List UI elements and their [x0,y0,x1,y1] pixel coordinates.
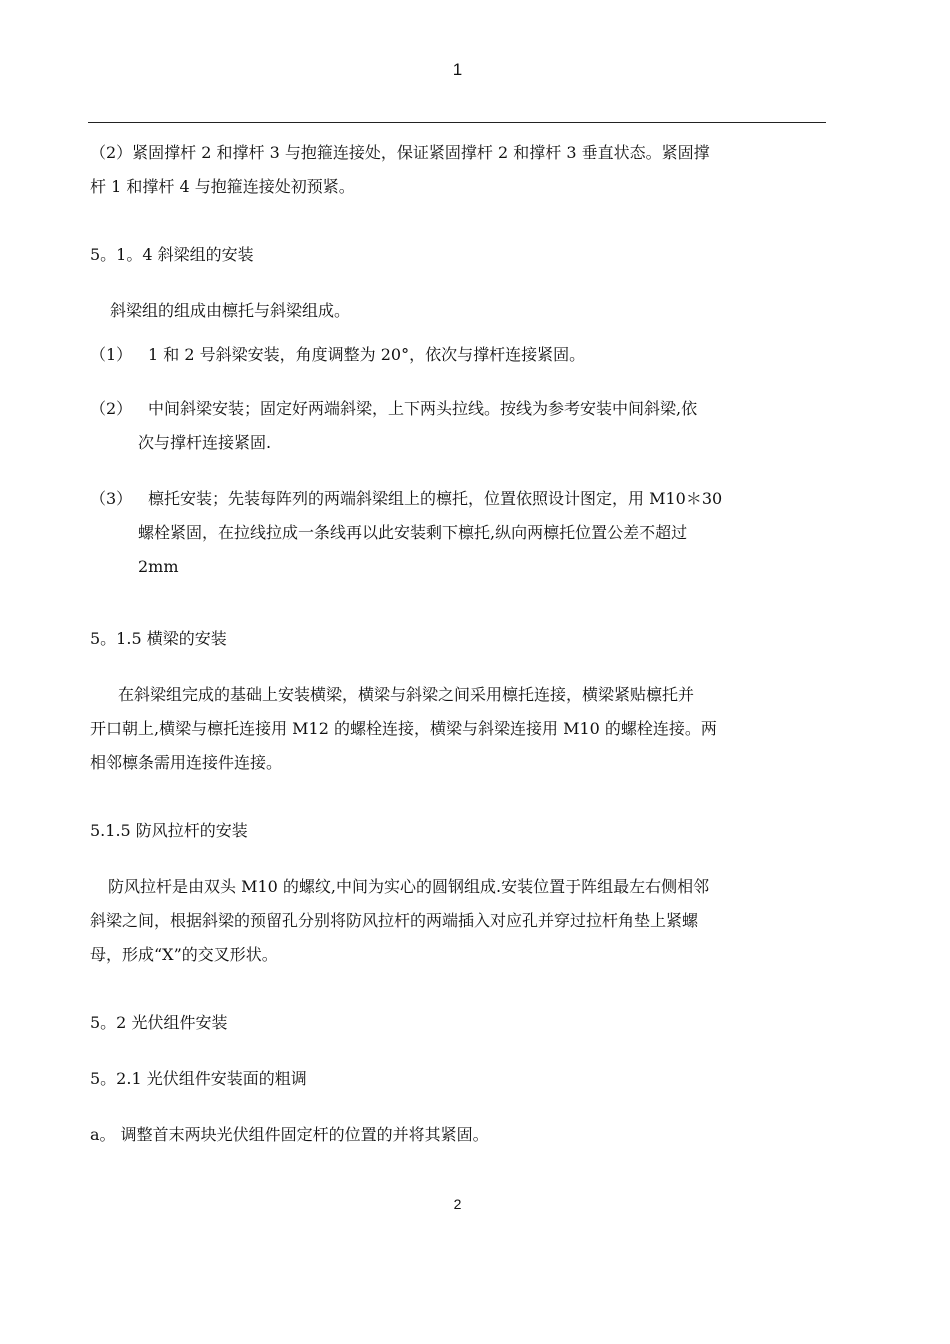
header-rule [88,122,826,123]
text-line: 相邻檩条需用连接件连接。 [90,753,283,772]
text-line: 开口朝上,横梁与檩托连接用 M12 的螺栓连接，横梁与斜梁连接用 M10 的螺栓连接。两 [90,719,717,738]
paragraph-step-a [90,1118,826,1152]
list-item-body [138,482,826,584]
heading-text: 5。1。4 斜梁组的安装 [90,245,254,264]
page-number-top: 1 [452,60,463,79]
heading-text: 5.1.5 防风拉杆的安装 [90,821,248,840]
list-item-3 [90,482,826,584]
section-heading-5-2 [90,1006,826,1040]
list-item-2 [90,392,826,460]
section-heading-5-1-5-windrod [90,814,826,848]
text-line: 2mm [138,557,179,576]
text-line: 螺栓紧固，在拉线拉成一条线再以此安装剩下檩托,纵向两檩托位置公差不超过 [138,523,688,542]
text-line: 斜梁之间，根据斜梁的预留孔分别将防风拉杆的两端插入对应孔并穿过拉杆角垫上紧螺 [90,911,699,930]
list-item-1 [90,338,826,372]
section-heading-5-1-4 [90,238,826,272]
text-line: 檩托安装；先装每阵列的两端斜梁组上的檩托，位置依照设计图定，用 M10＊30 [148,489,723,508]
list-item-body [148,338,826,372]
text-line: 在斜梁组完成的基础上安装横梁，横梁与斜梁之间采用檩托连接，横梁紧贴檩托并 [118,685,695,704]
page-number-bottom: 2 [453,1196,462,1212]
text-line: 1 和 2 号斜梁安装，角度调整为 20°，依次与撑杆连接紧固。 [148,345,586,364]
text-line: a。 调整首末两块光伏组件固定杆的位置的并将其紧固。 [90,1125,489,1144]
heading-text: 5。1.5 横梁的安装 [90,629,227,648]
paragraph-windrod-install [90,870,826,972]
text-line: 防风拉杆是由双头 M10 的螺纹,中间为实心的圆钢组成.安装位置于阵组最左右侧相邻 [108,877,710,896]
list-marker: （2） [90,399,133,418]
list-marker: （1） [90,345,133,364]
text-line: （2）紧固撑杆 2 和撑杆 3 与抱箍连接处，保证紧固撑杆 2 和撑杆 3 垂直状态。紧固撑 [90,143,710,162]
list-item-body [138,392,826,460]
text-line: 斜梁组的组成由檩托与斜梁组成。 [110,301,351,320]
text-line: 杆 1 和撑杆 4 与抱箍连接处初预紧。 [90,177,355,196]
heading-text: 5。2.1 光伏组件安装面的粗调 [90,1069,307,1088]
section-heading-5-1-5-crossbeam [90,622,826,656]
paragraph-fasten-struts [90,136,826,204]
text-line: 母，形成“X”的交叉形状。 [90,945,278,964]
section-heading-5-2-1 [90,1062,826,1096]
text-line: 中间斜梁安装；固定好两端斜梁，上下两头拉线。按线为参考安装中间斜梁,依 [148,399,698,418]
heading-text: 5。2 光伏组件安装 [90,1013,228,1032]
paragraph-crossbeam-install [90,678,826,780]
list-marker: （3） [90,489,133,508]
paragraph-diagonal-beam-intro [90,294,846,328]
text-line: 次与撑杆连接紧固. [138,433,272,452]
